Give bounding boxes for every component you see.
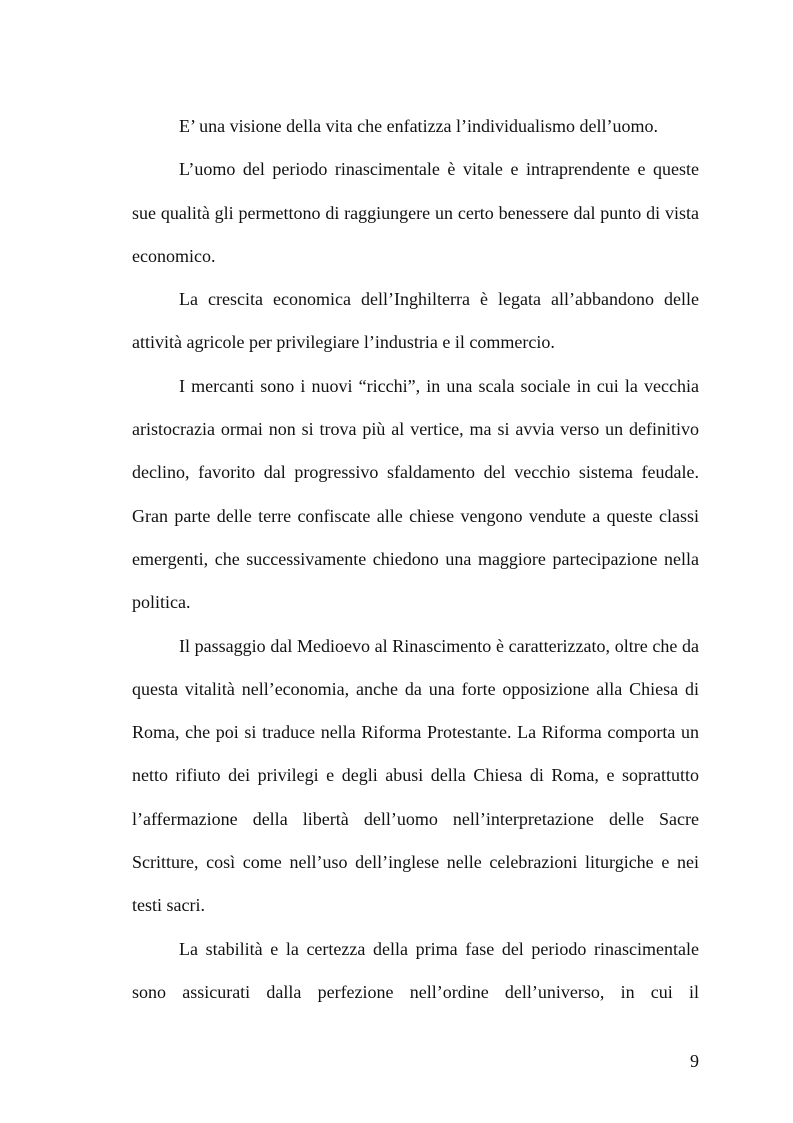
paragraph-individualism: E’ una visione della vita che enfatizza l’individualismo dell’uomo. [179,116,659,136]
paragraph-economic-growth: La crescita economica dell’Inghilterra è legata all’abbandono delle attività agricole per privilegiare l’industria e il commercio. [132,289,699,353]
paragraph-renaissance-man: L’uomo del periodo rinascimentale è vitale e intraprendente e queste sue qualità gli permettono di raggiungere un certo benessere dal punto di vista economico. [132,159,699,266]
paragraph-stability: La stabilità e la certezza della prima fase del periodo rinascimentale sono assicurati dalla perfezione nell’ordine dell’universo, in cui il [132,938,699,1002]
page-body [132,105,699,1014]
paragraph-reformation: Il passaggio dal Medioevo al Rinascimento è caratterizzato, oltre che da questa vitalità nell’economia, anche da una forte opposizione alla Chiesa di Roma, che poi si traduce nella Riforma Protestante. La Riforma comporta un netto rifiuto dei privilegi e degli abusi della Chiesa di Roma, e soprattutto l’affermazione della libertà dell’uomo nell’interpretazione delle Sacre Scritture, così come nell’uso dell’inglese nelle celebrazioni liturgiche e nei testi sacri. [132,635,699,916]
paragraph-merchants: I mercanti sono i nuovi “ricchi”, in una scala sociale in cui la vecchia aristocrazia ormai non si trova più al vertice, ma si avvia verso un definitivo declino, favorito dal progressivo sfaldamento del vecchio sistema feudale. Gran parte delle terre confiscate alle chiese vengono vendute a queste classi emergenti, che successivamente chiedono una maggiore partecipazione nella politica. [132,375,699,613]
page-number: 9 [690,1051,699,1071]
